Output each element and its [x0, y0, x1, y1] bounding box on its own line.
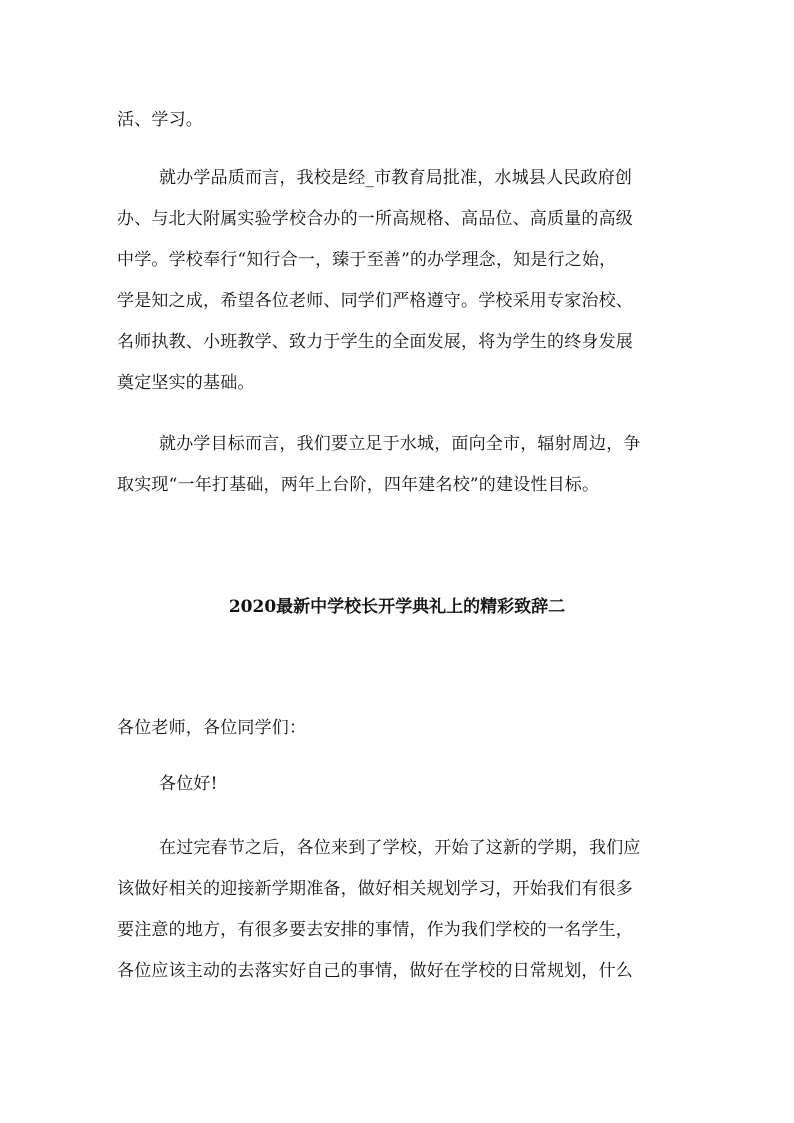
paragraph-line: 奠定坚实的基础。: [117, 373, 255, 393]
paragraph-line: 各位应该主动的去落实好自己的事情，做好在学校的日常规划，什么: [117, 961, 633, 981]
paragraph-line: 中学。学校奉行“知行合一，臻于至善”的办学理念，知是行之始，: [117, 250, 617, 270]
paragraph-line: 学是知之成，希望各位老师、同学们严格遵守。学校采用专家治校、: [117, 291, 633, 311]
paragraph-line: 取实现“一年打基础，两年上台阶，四年建名校”的建设性目标。: [117, 475, 600, 495]
paragraph-line: 要注意的地方，有很多要去安排的事情，作为我们学校的一名学生，: [117, 920, 633, 940]
paragraph-line: 名师执教、小班教学、致力于学生的全面发展，将为学生的终身发展: [117, 332, 633, 352]
paragraph-line: 办、与北大附属实验学校合办的一所高规格、高品位、高质量的高级: [117, 209, 633, 229]
greeting: 各位好!: [159, 774, 218, 794]
paragraph-line: 就办学品质而言，我校是经_市教育局批准，水城县人民政府创: [159, 168, 633, 188]
paragraph-line: 该做好相关的迎接新学期准备，做好相关规划学习，开始我们有很多: [117, 879, 633, 899]
paragraph-line: 活、学习。: [117, 110, 203, 130]
section-heading: 2020最新中学校长开学典礼上的精彩致辞二: [228, 597, 566, 617]
salutation: 各位老师，各位同学们：: [117, 718, 307, 738]
paragraph-line: 在过完春节之后，各位来到了学校，开始了这新的学期，我们应: [159, 838, 641, 858]
paragraph-line: 就办学目标而言，我们要立足于水城，面向全市，辐射周边，争: [159, 434, 641, 454]
